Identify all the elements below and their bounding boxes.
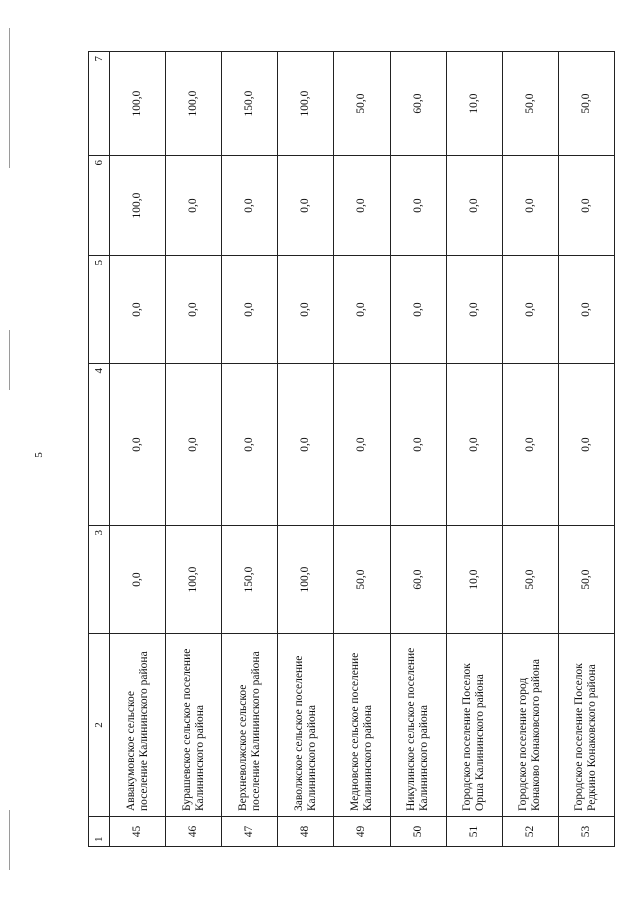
value-cell: 50,0 — [502, 526, 558, 634]
row-number-cell: 46 — [166, 817, 222, 847]
value-cell: 0,0 — [390, 364, 446, 526]
value-cell: 50,0 — [558, 526, 614, 634]
row-number-cell: 52 — [502, 817, 558, 847]
value-cell: 0,0 — [110, 526, 166, 634]
settlement-name-cell: Верхневолжское сельское поселение Калининского района — [222, 634, 278, 817]
settlement-name-cell: Аввакумовское сельское поселение Калининского района — [110, 634, 166, 817]
table-row — [222, 52, 278, 847]
value-cell: 50,0 — [502, 52, 558, 156]
row-number-cell: 53 — [558, 817, 614, 847]
value-cell: 0,0 — [558, 364, 614, 526]
document-table-area — [88, 52, 615, 847]
value-cell: 0,0 — [222, 156, 278, 256]
value-cell: 0,0 — [110, 256, 166, 364]
column-number-header: 1 — [89, 817, 110, 847]
value-cell: 150,0 — [222, 52, 278, 156]
value-cell: 0,0 — [166, 364, 222, 526]
value-cell: 0,0 — [558, 156, 614, 256]
page-number: 5 — [32, 452, 45, 458]
value-cell: 50,0 — [558, 52, 614, 156]
budget-distribution-table — [88, 51, 615, 847]
settlement-name-cell: Заволжское сельское поселение Калининского района — [278, 634, 334, 817]
value-cell: 0,0 — [166, 256, 222, 364]
table-row — [502, 52, 558, 847]
value-cell: 0,0 — [446, 256, 502, 364]
row-number-cell: 45 — [110, 817, 166, 847]
value-cell: 0,0 — [558, 256, 614, 364]
column-number-header: 4 — [89, 364, 110, 526]
value-cell: 100,0 — [278, 526, 334, 634]
value-cell: 0,0 — [390, 256, 446, 364]
value-cell: 0,0 — [334, 156, 390, 256]
value-cell: 100,0 — [110, 156, 166, 256]
value-cell: 50,0 — [334, 52, 390, 156]
row-number-cell: 50 — [390, 817, 446, 847]
value-cell: 0,0 — [278, 364, 334, 526]
column-number-header: 2 — [89, 634, 110, 817]
table-row — [278, 52, 334, 847]
column-number-header: 5 — [89, 256, 110, 364]
value-cell: 10,0 — [446, 526, 502, 634]
row-number-cell: 49 — [334, 817, 390, 847]
row-number-cell: 51 — [446, 817, 502, 847]
value-cell: 10,0 — [446, 52, 502, 156]
column-number-header: 3 — [89, 526, 110, 634]
value-cell: 100,0 — [166, 52, 222, 156]
value-cell: 0,0 — [334, 364, 390, 526]
value-cell: 0,0 — [446, 364, 502, 526]
table-row — [110, 52, 166, 847]
value-cell: 100,0 — [278, 52, 334, 156]
table-row — [166, 52, 222, 847]
settlement-name-cell: Медновское сельское поселение Калининского района — [334, 634, 390, 817]
value-cell: 60,0 — [390, 52, 446, 156]
settlement-name-cell: Городское поселение Поселок Орша Калининского района — [446, 634, 502, 817]
value-cell: 0,0 — [390, 156, 446, 256]
table-body — [89, 52, 615, 847]
scan-edge-mark-bottom — [9, 810, 10, 870]
value-cell: 60,0 — [390, 526, 446, 634]
table-row — [558, 52, 614, 847]
scan-edge-mark-middle — [9, 330, 10, 390]
table-row — [446, 52, 502, 847]
value-cell: 0,0 — [222, 256, 278, 364]
value-cell: 150,0 — [222, 526, 278, 634]
row-number-cell: 48 — [278, 817, 334, 847]
rotated-table-frame — [88, 52, 615, 847]
value-cell: 0,0 — [110, 364, 166, 526]
settlement-name-cell: Городское поселение город Конаково Конаковского района — [502, 634, 558, 817]
table-header-row — [89, 52, 110, 847]
value-cell: 100,0 — [166, 526, 222, 634]
settlement-name-cell: Никулинское сельское поселение Калининского района — [390, 634, 446, 817]
value-cell: 0,0 — [502, 256, 558, 364]
value-cell: 0,0 — [278, 256, 334, 364]
table-row — [334, 52, 390, 847]
value-cell: 0,0 — [222, 364, 278, 526]
value-cell: 50,0 — [334, 526, 390, 634]
column-number-header: 7 — [89, 52, 110, 156]
value-cell: 0,0 — [502, 364, 558, 526]
value-cell: 0,0 — [334, 256, 390, 364]
table-row — [390, 52, 446, 847]
row-number-cell: 47 — [222, 817, 278, 847]
column-number-header: 6 — [89, 156, 110, 256]
settlement-name-cell: Городское поселение Поселок Редкино Конаковского района — [558, 634, 614, 817]
settlement-name-cell: Бурашевское сельское поселение Калининского района — [166, 634, 222, 817]
value-cell: 0,0 — [446, 156, 502, 256]
value-cell: 0,0 — [278, 156, 334, 256]
value-cell: 0,0 — [166, 156, 222, 256]
scan-edge-mark-top — [9, 28, 10, 168]
value-cell: 0,0 — [502, 156, 558, 256]
value-cell: 100,0 — [110, 52, 166, 156]
